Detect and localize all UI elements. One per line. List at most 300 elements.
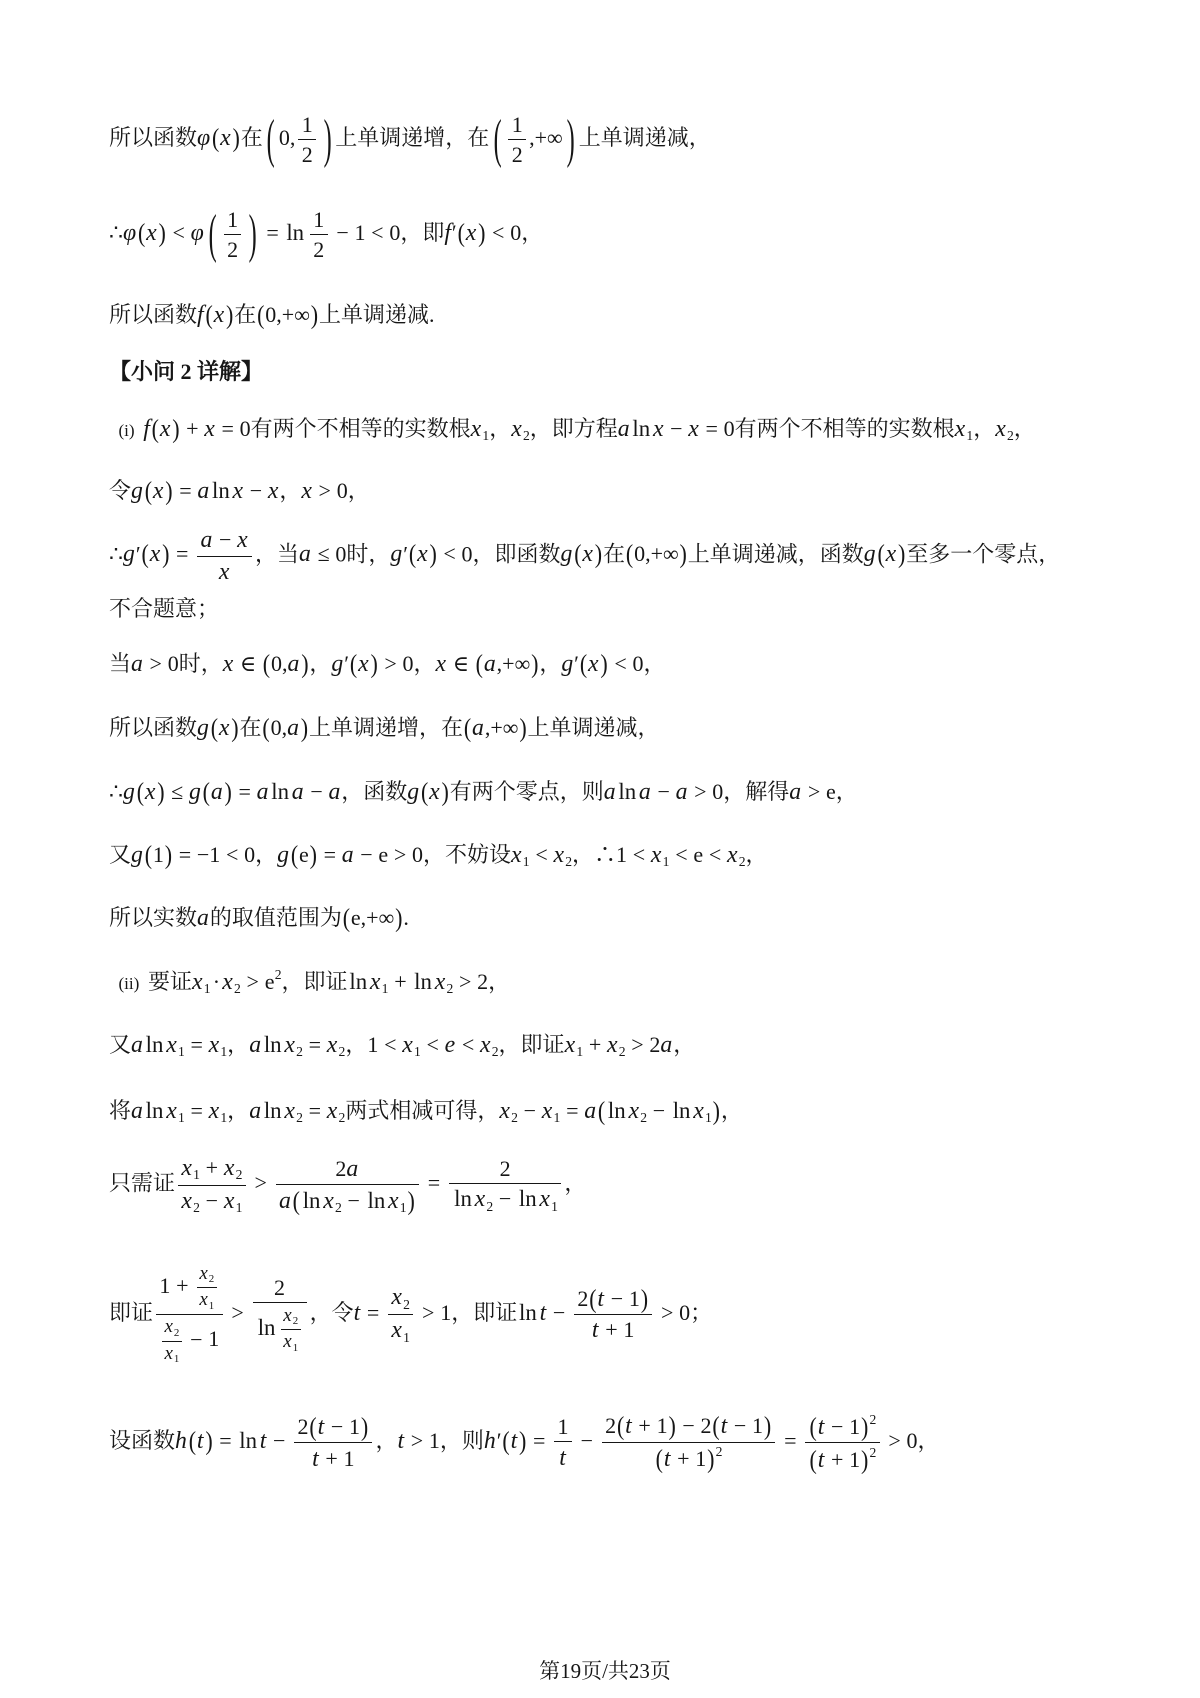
text: 只需证 bbox=[109, 1170, 176, 1196]
close-paren: ) bbox=[861, 1410, 869, 1442]
math-operator: = bbox=[308, 1032, 322, 1057]
math-fraction bbox=[162, 1316, 182, 1366]
fraction-denominator bbox=[197, 1288, 217, 1313]
math-function-name: ln bbox=[618, 779, 637, 804]
parenthesis-group bbox=[489, 107, 579, 169]
parenthesis-content bbox=[271, 715, 300, 740]
open-paren: ( bbox=[205, 299, 213, 330]
text: ，1 bbox=[345, 1032, 379, 1057]
math-variable: x bbox=[199, 1289, 208, 1311]
math-variable: x bbox=[582, 541, 593, 568]
math-operator: < bbox=[614, 651, 627, 676]
math-variable: g bbox=[123, 779, 135, 805]
math-subscript: 1 bbox=[662, 854, 670, 870]
text: 0， bbox=[906, 1428, 940, 1454]
math-operator: = bbox=[366, 1299, 380, 1325]
math-variable: x bbox=[152, 478, 164, 504]
parenthesis-group bbox=[256, 299, 319, 330]
parenthesis-group bbox=[625, 538, 688, 569]
math-variable: x bbox=[204, 416, 215, 442]
parenthesis-content bbox=[664, 1446, 706, 1471]
parenthesis-group bbox=[202, 776, 233, 807]
close-paren: ) bbox=[640, 1282, 649, 1314]
close-paren: ) bbox=[407, 1184, 415, 1216]
math-operator: > bbox=[393, 842, 407, 867]
math-operator: = bbox=[532, 1428, 546, 1454]
fraction-denominator bbox=[805, 1443, 879, 1474]
close-paren: ) bbox=[205, 1425, 213, 1456]
fraction-numerator bbox=[508, 112, 526, 140]
math-operator: ∈ bbox=[239, 651, 257, 676]
math-variable: a bbox=[291, 779, 304, 805]
math-variable: x bbox=[652, 416, 664, 442]
math-variable: a bbox=[603, 779, 616, 805]
math-variable: x bbox=[465, 220, 477, 247]
item-label: (ii) bbox=[118, 973, 140, 993]
text: ，当 bbox=[255, 541, 300, 567]
fraction-denominator bbox=[162, 1342, 182, 1367]
math-function-name: ln bbox=[263, 1098, 282, 1123]
math-function-name: ln bbox=[607, 1098, 626, 1123]
parenthesis-group bbox=[290, 839, 318, 870]
math-subscript: 2 bbox=[173, 1326, 180, 1339]
fraction-denominator bbox=[574, 1315, 652, 1345]
math-fraction bbox=[156, 1263, 222, 1367]
open-paren: ( bbox=[208, 202, 217, 264]
math-variable: x bbox=[369, 968, 381, 995]
text: 2 bbox=[499, 1155, 511, 1181]
math-subscript: 2 bbox=[738, 854, 746, 870]
math-subscript: 2 bbox=[1006, 428, 1014, 444]
math-subscript: 2 bbox=[403, 1296, 410, 1312]
math-subscript: 1 bbox=[220, 1110, 228, 1126]
text: 上单调递减， bbox=[578, 125, 711, 151]
text: 0，即函数 bbox=[461, 541, 561, 567]
close-paren: ) bbox=[861, 1443, 869, 1475]
text: −1 bbox=[196, 842, 221, 867]
math-function-name: ln bbox=[145, 1032, 164, 1057]
math-function-name: ln bbox=[257, 1314, 276, 1340]
open-paren: ( bbox=[625, 538, 634, 569]
math-variable: a bbox=[638, 779, 651, 805]
math-variable: x bbox=[192, 968, 203, 995]
open-paren: ( bbox=[257, 299, 265, 330]
open-paren: ( bbox=[210, 712, 219, 743]
fraction-numerator bbox=[310, 207, 328, 235]
math-subscript: 2 bbox=[338, 1044, 346, 1060]
math-subscript: 2 bbox=[338, 1110, 346, 1126]
parenthesis-content bbox=[505, 112, 562, 168]
math-subscript: 2 bbox=[296, 1044, 303, 1060]
math-variable: x bbox=[511, 842, 522, 868]
close-paren: ) bbox=[232, 122, 240, 153]
math-function-name: ln bbox=[367, 1187, 386, 1213]
math-subscript: 1 bbox=[235, 1200, 243, 1216]
math-variable: f bbox=[143, 416, 150, 442]
math-operator: < bbox=[384, 1032, 397, 1057]
open-paren: ( bbox=[502, 1425, 510, 1456]
math-operator: = bbox=[178, 842, 192, 867]
math-subscript: 1 bbox=[208, 1299, 215, 1312]
math-variable: x bbox=[146, 220, 157, 247]
parenthesis-content bbox=[588, 651, 599, 676]
solution-line bbox=[109, 840, 768, 871]
text: 1 bbox=[301, 112, 313, 137]
math-variable: x bbox=[220, 125, 231, 152]
math-variable: x bbox=[208, 1032, 220, 1058]
solution-line bbox=[109, 966, 510, 998]
math-variable: x bbox=[166, 1098, 177, 1124]
fraction-numerator bbox=[253, 1275, 307, 1303]
math-variable: x bbox=[199, 1263, 208, 1284]
math-operator: > bbox=[458, 968, 472, 994]
math-subscript: 1 bbox=[177, 1044, 185, 1060]
math-operator: < bbox=[461, 1032, 475, 1057]
math-variable: a bbox=[249, 1032, 262, 1058]
parenthesis-group bbox=[597, 1095, 721, 1126]
fraction-denominator bbox=[602, 1443, 776, 1474]
open-paren: ( bbox=[712, 1410, 720, 1442]
math-subscript: 1 bbox=[413, 1044, 421, 1060]
math-function-name: ln bbox=[145, 1098, 164, 1123]
solution-line bbox=[109, 1154, 586, 1217]
math-variable: x bbox=[391, 1284, 402, 1311]
math-subscript: 2 bbox=[640, 1110, 648, 1126]
text: ， bbox=[745, 842, 768, 867]
math-fraction bbox=[310, 207, 328, 263]
math-subscript: 1 bbox=[177, 1110, 185, 1126]
math-operator: + bbox=[205, 1155, 219, 1180]
text: 1 bbox=[208, 1326, 220, 1352]
close-paren: ) bbox=[679, 538, 687, 569]
math-function-name: ln bbox=[211, 478, 230, 503]
math-variable: x bbox=[323, 1187, 334, 1214]
math-variable: t bbox=[317, 1413, 325, 1440]
math-variable: x bbox=[159, 416, 171, 442]
solution-line bbox=[109, 300, 434, 331]
parenthesis-content bbox=[886, 541, 897, 566]
text: ， bbox=[673, 1032, 696, 1057]
math-fraction bbox=[574, 1282, 652, 1345]
text: 0 bbox=[239, 416, 251, 441]
math-subscript: 1 bbox=[399, 1199, 407, 1215]
math-variable: x bbox=[181, 1188, 192, 1215]
text: 0， bbox=[244, 842, 278, 867]
close-paren: ) bbox=[898, 538, 906, 569]
open-paren: ( bbox=[616, 1410, 625, 1442]
math-variable: t bbox=[597, 1285, 605, 1312]
close-paren: ) bbox=[395, 902, 403, 933]
parenthesis-group bbox=[263, 107, 335, 169]
parenthesis-content bbox=[472, 715, 518, 740]
text: ，∴1 bbox=[572, 842, 628, 867]
solution-line bbox=[109, 903, 409, 934]
text: 0时， bbox=[335, 541, 391, 567]
math-variable: t bbox=[559, 1444, 566, 1471]
math-operator: − bbox=[652, 1098, 666, 1123]
text: ∴ bbox=[109, 541, 123, 567]
parenthesis-content bbox=[625, 1413, 667, 1438]
math-variable: x bbox=[995, 416, 1006, 442]
text: 1 bbox=[349, 1413, 361, 1439]
open-paren: ( bbox=[475, 648, 483, 679]
math-subscript: 1 bbox=[551, 1198, 558, 1214]
math-operator: − bbox=[657, 779, 670, 804]
math-function-name: ln bbox=[518, 1186, 537, 1212]
text: 上单调递减， bbox=[527, 715, 660, 740]
parenthesis-group bbox=[151, 413, 181, 444]
parenthesis-group bbox=[141, 538, 171, 569]
parenthesis-content bbox=[221, 207, 245, 263]
math-operator: > bbox=[888, 1428, 901, 1454]
text: . bbox=[403, 905, 409, 930]
math-variable: e bbox=[444, 1032, 456, 1058]
parenthesis-content bbox=[351, 905, 394, 930]
fraction-denominator bbox=[253, 1303, 307, 1354]
parenthesis-content bbox=[484, 651, 530, 676]
math-operator: − bbox=[205, 1188, 219, 1214]
parenthesis-content bbox=[721, 1413, 763, 1438]
math-variable: t bbox=[397, 1428, 405, 1455]
text: ,+∞ bbox=[529, 125, 563, 151]
math-variable: x bbox=[144, 779, 156, 805]
text: 0， bbox=[336, 478, 370, 503]
fraction-numerator bbox=[805, 1412, 879, 1443]
math-subscript: 2 bbox=[334, 1199, 342, 1215]
parenthesis-content bbox=[299, 842, 309, 867]
math-variable: t bbox=[312, 1445, 319, 1472]
math-subscript: 1 bbox=[704, 1110, 712, 1126]
math-variable: t bbox=[663, 1446, 671, 1473]
close-paren: ) bbox=[478, 217, 486, 248]
math-variable: x bbox=[181, 1155, 192, 1181]
parenthesis-content bbox=[597, 1286, 639, 1311]
text: 至多一个零点， bbox=[906, 541, 1061, 567]
math-variable: x bbox=[402, 1032, 413, 1058]
math-variable: g bbox=[407, 779, 420, 805]
math-operator: + bbox=[831, 1446, 844, 1472]
open-paren: ( bbox=[589, 1282, 597, 1314]
parenthesis-content bbox=[150, 541, 161, 566]
close-paren: ) bbox=[231, 712, 239, 743]
math-variable: t bbox=[353, 1299, 361, 1326]
math-variable: a bbox=[210, 779, 223, 805]
parenthesis-content bbox=[634, 541, 679, 566]
open-paren: ( bbox=[457, 217, 465, 248]
fraction-numerator bbox=[554, 1414, 572, 1442]
parenthesis-group bbox=[262, 648, 309, 679]
math-operator: − bbox=[552, 1299, 566, 1325]
text: 2 bbox=[274, 1274, 286, 1300]
text: e， bbox=[825, 779, 858, 804]
text: 又 bbox=[109, 1032, 132, 1057]
text: 0， bbox=[402, 651, 436, 676]
math-variable: x bbox=[417, 541, 428, 568]
text: ， bbox=[227, 1098, 250, 1123]
open-paren: ( bbox=[420, 776, 429, 807]
parenthesis-content bbox=[466, 220, 477, 245]
close-paren: ) bbox=[707, 1443, 715, 1474]
math-variable: x bbox=[474, 1186, 486, 1213]
text: e bbox=[378, 842, 389, 867]
open-paren: ( bbox=[809, 1443, 817, 1475]
fraction-numerator bbox=[449, 1156, 561, 1184]
text: ， bbox=[973, 416, 996, 441]
math-variable: t bbox=[539, 1299, 547, 1326]
math-operator: − bbox=[831, 1413, 844, 1439]
math-variable: x bbox=[606, 1032, 618, 1058]
text: 1 bbox=[557, 1413, 569, 1439]
open-paren: ( bbox=[292, 1184, 300, 1216]
open-paren: ( bbox=[408, 538, 417, 569]
math-variable: x bbox=[588, 651, 599, 677]
open-paren: ( bbox=[574, 538, 582, 569]
math-operator: = bbox=[190, 1032, 203, 1057]
text: 0, bbox=[278, 125, 296, 151]
math-subscript: 1 bbox=[553, 1110, 561, 1126]
parenthesis-group bbox=[144, 475, 174, 506]
text: 1 bbox=[849, 1446, 861, 1472]
math-operator: = bbox=[219, 1428, 232, 1454]
math-function-name: ln bbox=[632, 416, 651, 441]
text: 1 bbox=[849, 1413, 861, 1439]
math-variable: x bbox=[223, 1155, 235, 1181]
math-variable: x bbox=[435, 651, 447, 677]
close-paren: ) bbox=[157, 776, 165, 807]
math-variable: x bbox=[553, 842, 565, 868]
text: 1 bbox=[313, 207, 325, 232]
math-operator: < bbox=[225, 842, 239, 867]
text: 2 bbox=[577, 1285, 589, 1311]
parenthesis-content bbox=[197, 1428, 205, 1453]
fraction-denominator bbox=[508, 140, 526, 168]
math-subscript: 2 bbox=[522, 428, 530, 444]
math-operator: − bbox=[498, 1186, 512, 1212]
math-variable: x bbox=[223, 1188, 235, 1215]
close-paren: ) bbox=[429, 538, 437, 569]
text: 所以函数 bbox=[109, 302, 198, 327]
math-variable: a bbox=[617, 416, 630, 442]
text: 1 bbox=[159, 1273, 171, 1299]
open-paren: ( bbox=[809, 1410, 817, 1442]
math-variable: a bbox=[287, 715, 299, 741]
close-paren: ) bbox=[323, 107, 332, 169]
math-operator: + bbox=[186, 416, 199, 441]
text: ,+∞ bbox=[484, 715, 519, 740]
close-paren: ) bbox=[519, 1425, 527, 1456]
close-paren: ) bbox=[164, 839, 173, 870]
open-paren: ( bbox=[309, 1410, 317, 1442]
math-variable: t bbox=[817, 1446, 825, 1473]
math-operator: > bbox=[231, 1299, 244, 1325]
math-function-name: ln bbox=[519, 1299, 537, 1325]
math-subscript: 2 bbox=[491, 1044, 499, 1060]
parenthesis-content bbox=[153, 842, 164, 867]
close-paren: ) bbox=[370, 648, 378, 679]
math-fraction bbox=[602, 1412, 776, 1473]
math-variable: h bbox=[175, 1428, 187, 1455]
close-paren: ) bbox=[594, 538, 603, 569]
math-variable: x bbox=[232, 478, 244, 504]
text: ，即证 bbox=[498, 1032, 565, 1057]
open-paren: ( bbox=[137, 217, 146, 248]
open-paren: ( bbox=[597, 1095, 606, 1126]
math-operator: > bbox=[694, 779, 707, 804]
open-paren: ( bbox=[144, 839, 153, 870]
fraction-denominator bbox=[197, 557, 252, 587]
text: 上单调递增，在 bbox=[308, 715, 463, 740]
math-variable: x bbox=[218, 715, 230, 741]
text: e,+∞ bbox=[350, 905, 395, 930]
text: 将 bbox=[109, 1098, 132, 1123]
close-paren: ) bbox=[165, 475, 173, 506]
math-variable: x bbox=[326, 1098, 338, 1124]
math-subscript: 2 bbox=[208, 1273, 215, 1286]
text: 的取值范围为 bbox=[209, 905, 342, 930]
math-operator: − bbox=[360, 842, 373, 867]
math-variable: x bbox=[511, 416, 522, 442]
text: 2 bbox=[301, 141, 313, 167]
math-operator: > bbox=[631, 1032, 644, 1057]
open-paren: ( bbox=[463, 712, 472, 743]
parenthesis-content bbox=[279, 112, 319, 168]
math-variable: x bbox=[693, 1098, 704, 1124]
text: 当 bbox=[109, 651, 132, 676]
text: ， bbox=[1013, 416, 1036, 441]
math-operator: > bbox=[318, 478, 331, 503]
math-fraction bbox=[253, 1275, 307, 1355]
parenthesis-content bbox=[214, 302, 225, 327]
math-variable: g bbox=[863, 541, 876, 568]
math-variable: g bbox=[131, 842, 143, 868]
math-operator: > bbox=[149, 651, 162, 676]
math-fraction bbox=[276, 1155, 419, 1217]
math-variable: a bbox=[660, 1032, 673, 1058]
math-variable: x bbox=[284, 1032, 295, 1058]
math-variable: a bbox=[472, 715, 484, 741]
math-variable: a bbox=[584, 1098, 597, 1124]
text: ′ bbox=[344, 651, 350, 676]
parenthesis-content bbox=[582, 541, 593, 566]
math-function-name: ln bbox=[271, 779, 290, 804]
text: 有两个不相等的实数根 bbox=[250, 416, 471, 441]
math-operator: < bbox=[426, 1032, 439, 1057]
math-variable: x bbox=[213, 302, 225, 328]
open-paren: ( bbox=[290, 839, 299, 870]
open-paren: ( bbox=[877, 538, 885, 569]
parenthesis-group bbox=[211, 122, 241, 153]
math-fraction bbox=[224, 207, 242, 263]
close-paren: ) bbox=[300, 712, 309, 743]
math-variable: x bbox=[564, 1032, 576, 1058]
fraction-numerator bbox=[224, 207, 242, 235]
solution-line bbox=[109, 107, 711, 169]
parenthesis-group bbox=[261, 712, 309, 743]
open-paren: ( bbox=[136, 776, 145, 807]
math-fraction bbox=[388, 1283, 413, 1346]
math-operator: < bbox=[443, 541, 456, 567]
text: 2 bbox=[649, 1032, 661, 1057]
math-variable: x bbox=[885, 541, 897, 568]
solution-line bbox=[109, 649, 665, 680]
text: 设函数 bbox=[109, 1428, 176, 1454]
text: 2 bbox=[297, 1413, 309, 1439]
math-variable: a bbox=[287, 651, 300, 677]
parenthesis-content bbox=[318, 1414, 360, 1439]
text: 所以函数 bbox=[109, 125, 198, 151]
math-function-name: ln bbox=[263, 1032, 282, 1057]
text: ，即 bbox=[400, 220, 445, 246]
